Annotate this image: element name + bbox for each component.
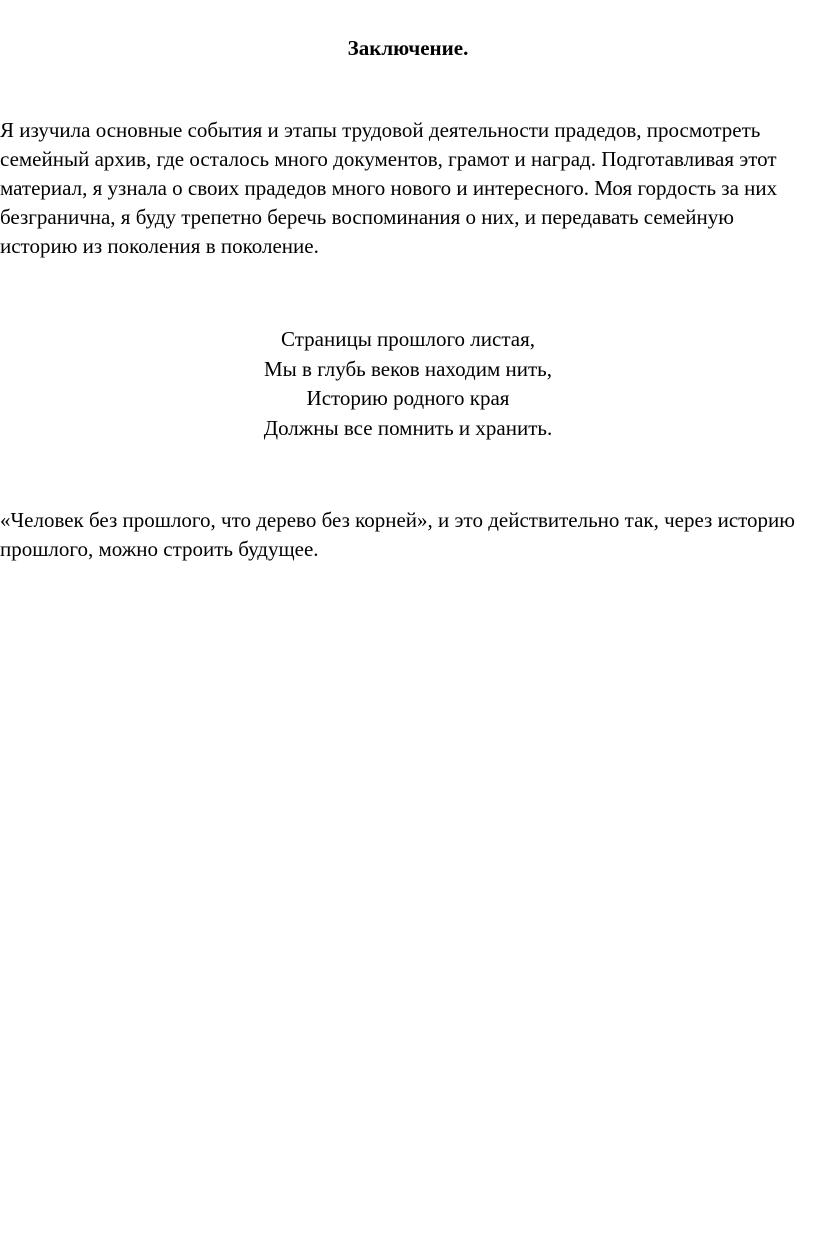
page-title: Заключение. <box>347 36 469 60</box>
poem-line: Мы в глубь веков находим нить, <box>264 356 552 381</box>
poem-line: Страницы прошлого листая, <box>281 327 535 351</box>
poem-block <box>0 325 816 443</box>
conclusion-paragraph: Я изучила основные события и этапы трудовой деятельности прадедов, просмотреть семейный архив, где осталось много документов, грамот и наград. Подготавливая этот материал, я узнала о своих прадедов много нового и интересного. Моя гордость за них безгранична, я буду трепетно беречь воспоминания о них, и передавать семейную историю из поколения в поколение. <box>0 118 778 258</box>
poem-line: Должны все помнить и хранить. <box>263 415 553 440</box>
quote-paragraph: «Человек без прошлого, что дерево без корней», и это действительно так, через историю прошлого, можно строить будущее. <box>0 508 795 561</box>
poem-line: Историю родного края <box>306 386 510 410</box>
